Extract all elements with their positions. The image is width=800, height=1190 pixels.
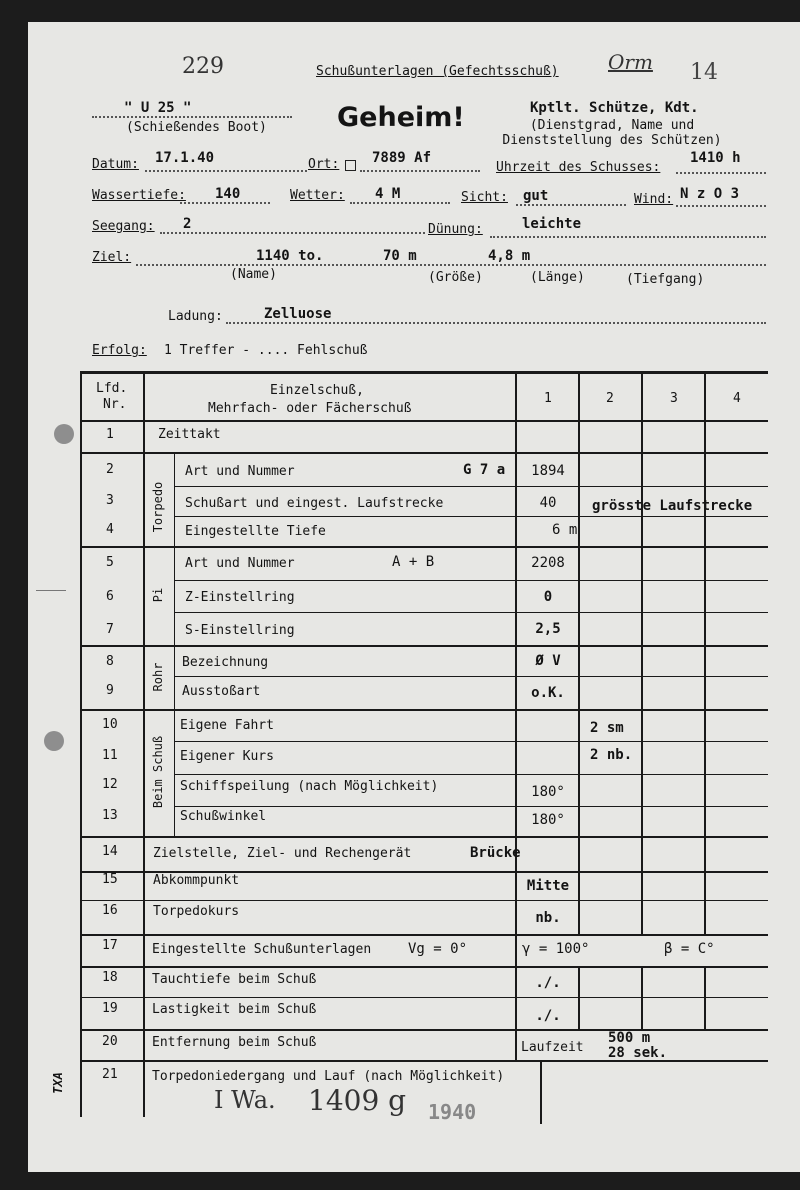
uhrzeit-label: Uhrzeit des Schusses: xyxy=(496,160,661,175)
row-value-20-laufzeit: Laufzeit xyxy=(521,1040,584,1055)
group-rohr: Rohr xyxy=(151,662,165,692)
row17-gamma: γ = 100° xyxy=(522,941,590,957)
row-value-8: Ø V xyxy=(535,653,561,669)
row17-col4-line xyxy=(704,966,706,1030)
nr-column-line xyxy=(143,371,145,1117)
row-nr-10: 10 xyxy=(102,717,118,732)
table-left-border xyxy=(80,371,82,1117)
row-label-5: Art und Nummer xyxy=(185,556,295,571)
boat-name: " U 25 " xyxy=(124,100,192,116)
row-nr-21: 21 xyxy=(102,1067,118,1082)
ziel-groesse: 70 m xyxy=(383,248,417,264)
row17-col3-line xyxy=(641,966,643,1030)
row-value-5: 2208 xyxy=(531,555,565,571)
ziel-caption-groesse: (Größe) xyxy=(428,270,483,285)
row-nr-12: 12 xyxy=(102,777,118,792)
punch-hole-bottom xyxy=(44,731,64,751)
datum-dots xyxy=(145,170,307,172)
ort-label: Ort: xyxy=(308,157,340,172)
ziel-laenge: 4,8 m xyxy=(488,248,531,264)
row-label-20: Entfernung beim Schuß xyxy=(152,1035,317,1050)
stamp-text: I Wa. xyxy=(214,1086,276,1114)
row-line-10 xyxy=(174,741,768,742)
hand-mark: Orm xyxy=(608,50,653,74)
seegang-label: Seegang: xyxy=(92,219,155,234)
fold-line xyxy=(36,590,66,591)
header-col4: 4 xyxy=(733,391,741,406)
boat-dots xyxy=(92,116,292,118)
row-nr-7: 7 xyxy=(106,622,114,637)
punch-hole-top xyxy=(54,424,74,444)
row17-beta: β = C° xyxy=(664,941,715,957)
row-value-18: ./. xyxy=(535,975,561,991)
commander-caption: (Dienstgrad, Name und Dienststellung des Schützen) xyxy=(502,118,722,148)
row-value-13: 180° xyxy=(531,812,565,828)
row-label-17: Eingestellte Schußunterlagen xyxy=(152,942,372,957)
datum-label: Datum: xyxy=(92,157,139,172)
header-schuss-line1: Einzelschuß, xyxy=(270,383,364,398)
form-title: Schußunterlagen (Gefechtsschuß) xyxy=(316,64,559,79)
header-col2: 2 xyxy=(606,391,614,406)
row-line-11 xyxy=(174,774,768,775)
row-value-20-time: 28 sek. xyxy=(608,1045,668,1061)
row-nr-2: 2 xyxy=(106,462,114,477)
stamp-year: 1940 xyxy=(428,1100,477,1124)
wind-label: Wind: xyxy=(634,192,674,207)
row-nr-13: 13 xyxy=(102,808,118,823)
row-value-3-col2: grösste Laufstrecke xyxy=(592,498,753,514)
row-label-10: Eigene Fahrt xyxy=(180,718,274,733)
col3-line xyxy=(641,371,643,935)
group-beim-schuss: Beim Schuß xyxy=(151,735,165,809)
row-label-16: Torpedokurs xyxy=(153,904,240,919)
row-label-13: Schußwinkel xyxy=(180,809,267,824)
sicht-value: gut xyxy=(523,188,549,204)
row-extra-5: A + B xyxy=(392,554,435,570)
sicht-label: Sicht: xyxy=(461,190,508,205)
header-lfd: Lfd. xyxy=(96,381,128,396)
row-label-4: Eingestellte Tiefe xyxy=(185,524,326,539)
row-value-16: nb. xyxy=(535,910,561,926)
row-line-3 xyxy=(174,516,768,517)
row17-vg: Vg = 0° xyxy=(408,941,468,957)
row-line-4 xyxy=(80,546,768,548)
secret-stamp: Geheim! xyxy=(337,102,465,133)
row-nr-3: 3 xyxy=(106,493,114,508)
row-nr-20: 20 xyxy=(102,1034,118,1049)
row-nr-4: 4 xyxy=(106,522,114,537)
ort-value: 7889 Af xyxy=(372,150,432,166)
row-value-4: 6 m xyxy=(552,522,578,538)
row-label-8: Bezeichnung xyxy=(182,655,269,670)
row-label-7: S-Einstellring xyxy=(185,623,295,638)
row-line-5 xyxy=(174,580,768,581)
row-line-9 xyxy=(80,709,768,711)
row-label-11: Eigener Kurs xyxy=(180,749,274,764)
header-col3: 3 xyxy=(670,391,678,406)
ziel-caption-name: (Name) xyxy=(230,267,277,282)
row-label-14: Zielstelle, Ziel- und Rechengerät xyxy=(153,846,412,861)
wind-dots xyxy=(676,205,766,207)
row-label-9: Ausstoßart xyxy=(182,684,261,699)
row-line-header xyxy=(80,420,768,422)
duenung-label: Dünung: xyxy=(428,222,483,237)
row-line-12 xyxy=(174,806,768,807)
header-col1: 1 xyxy=(544,391,552,406)
header-nr: Nr. xyxy=(103,397,127,412)
ziel-dots xyxy=(136,264,766,266)
row-label-18: Tauchtiefe beim Schuß xyxy=(152,972,317,987)
wind-value: N z O 3 xyxy=(680,186,740,202)
row-nr-17: 17 xyxy=(102,938,118,953)
row-nr-1: 1 xyxy=(106,427,114,442)
duenung-value: leichte xyxy=(522,216,582,232)
ort-checkbox xyxy=(345,160,356,171)
row-line-6 xyxy=(174,612,768,613)
commander: Kptlt. Schütze, Kdt. xyxy=(530,100,699,116)
ort-dots xyxy=(360,170,480,172)
header-schuss-line2: Mehrfach- oder Fächerschuß xyxy=(208,401,412,416)
row-nr-8: 8 xyxy=(106,654,114,669)
file-number: 229 xyxy=(182,54,224,79)
row-line-15 xyxy=(80,900,768,901)
row-line-7 xyxy=(80,645,768,647)
sicht-dots xyxy=(516,204,626,206)
seegang-value: 2 xyxy=(183,216,192,232)
row-line-17 xyxy=(80,966,768,968)
row-line-19 xyxy=(80,1029,768,1031)
margin-mark: TXA xyxy=(51,1072,65,1094)
row-value-7: 2,5 xyxy=(535,621,561,637)
row-value-19: ./. xyxy=(535,1008,561,1024)
wetter-dots xyxy=(350,202,450,204)
stamp-number: 1409 g xyxy=(308,1084,407,1117)
seegang-dots xyxy=(160,232,425,234)
row21-col-line xyxy=(540,1062,542,1124)
ziel-caption-tiefgang: (Tiefgang) xyxy=(626,272,705,287)
ziel-label: Ziel: xyxy=(92,250,132,265)
wetter-label: Wetter: xyxy=(290,188,345,203)
row-line-18 xyxy=(80,997,768,998)
wassertiefe-label: Wassertiefe: xyxy=(92,188,186,203)
boat-caption: (Schießendes Boot) xyxy=(126,120,267,135)
duenung-dots xyxy=(490,236,766,238)
row-line-8 xyxy=(174,676,768,677)
ladung-label: Ladung: xyxy=(168,309,223,324)
row-nr-11: 11 xyxy=(102,748,118,763)
row-label-15: Abkommpunkt xyxy=(153,873,240,888)
row-nr-16: 16 xyxy=(102,903,118,918)
row-label-6: Z-Einstellring xyxy=(185,590,295,605)
row-value-6: 0 xyxy=(543,589,553,605)
row-value-11-col2: 2 nb. xyxy=(590,747,633,763)
row-value-15: Mitte xyxy=(526,878,570,894)
erfolg-value: 1 Treffer - .... Fehlschuß xyxy=(164,343,368,358)
wassertiefe-value: 140 xyxy=(215,186,241,202)
row-nr-9: 9 xyxy=(106,683,114,698)
wassertiefe-dots xyxy=(180,202,270,204)
datum-value: 17.1.40 xyxy=(155,150,215,166)
row-nr-5: 5 xyxy=(106,555,114,570)
row-nr-18: 18 xyxy=(102,970,118,985)
row-value-3: 40 xyxy=(539,495,557,511)
table-top-line xyxy=(80,371,768,374)
row-label-19: Lastigkeit beim Schuß xyxy=(152,1002,317,1017)
row-nr-14: 14 xyxy=(102,844,118,859)
wetter-value: 4 M xyxy=(375,186,401,202)
row-line-1 xyxy=(80,452,768,454)
row-label-1: Zeittakt xyxy=(158,427,221,442)
row-extra-14: Brücke xyxy=(470,845,521,861)
uhrzeit-value: 1410 h xyxy=(690,150,741,166)
erfolg-label: Erfolg: xyxy=(92,343,147,358)
ziel-name: 1140 to. xyxy=(256,248,324,264)
row-line-13 xyxy=(80,836,768,838)
row-label-21: Torpedoniedergang und Lauf (nach Möglichkeit) xyxy=(152,1069,505,1084)
page-number: 14 xyxy=(690,60,718,85)
row-label-3: Schußart und eingest. Laufstrecke xyxy=(185,496,444,511)
group-torpedo: Torpedo xyxy=(151,481,165,533)
row-nr-15: 15 xyxy=(102,872,118,887)
row-value-10-col2: 2 sm xyxy=(590,720,624,736)
row-line-16 xyxy=(80,934,768,936)
group-pi: Pi xyxy=(151,587,165,603)
uhrzeit-dots xyxy=(676,172,766,174)
row-extra-2: G 7 a xyxy=(463,462,506,478)
ladung-dots xyxy=(226,322,766,324)
row-label-2: Art und Nummer xyxy=(185,464,295,479)
row-value-9: o.K. xyxy=(531,685,565,701)
row-value-20-col2: 500 m xyxy=(608,1030,651,1046)
col4-line xyxy=(704,371,706,935)
group-column-line xyxy=(174,452,175,836)
ladung-value: Zelluose xyxy=(264,306,332,322)
row-label-12: Schiffspeilung (nach Möglichkeit) xyxy=(180,779,439,794)
row-value-2: 1894 xyxy=(531,463,565,479)
row-nr-6: 6 xyxy=(106,589,114,604)
row-line-2 xyxy=(174,486,768,487)
row-nr-19: 19 xyxy=(102,1001,118,1016)
ziel-caption-laenge: (Länge) xyxy=(530,270,585,285)
row-value-12: 180° xyxy=(531,784,565,800)
